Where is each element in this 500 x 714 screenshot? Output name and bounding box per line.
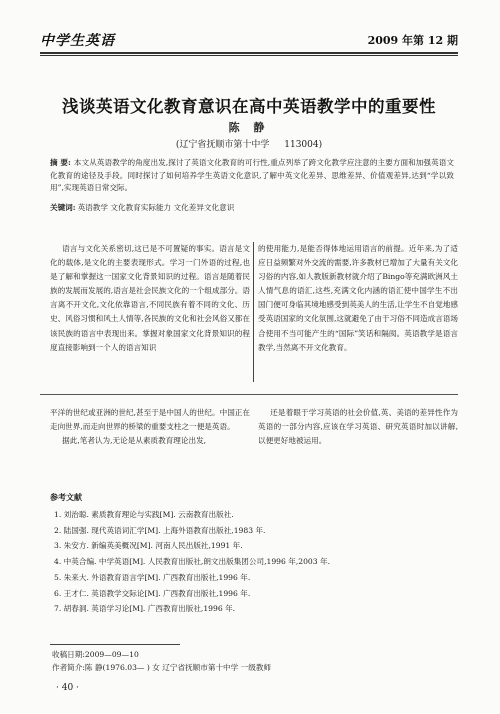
page-number: · 40 · — [56, 683, 79, 693]
keywords-label: 关键词: — [50, 203, 76, 212]
keywords-text: 英语教学 文化教育实际能力 文化差异文化意识 — [77, 203, 235, 212]
body-column-right-lower: 还是着眼于学习英语的社会价值,英、美语的差异性作为英语的一部分内容,应该在学习英语、研究英语时加以讲解,以便更好地被运用。 — [258, 408, 458, 446]
reference-item: 2. 陆国强. 现代英语词汇学[M]. 上海外语教育出版社,1983 年. — [54, 525, 266, 535]
author-affiliation — [40, 137, 458, 150]
reference-item: 7. 胡春洞. 英语学习论[M]. 广西教育出版社,1996 年. — [54, 604, 236, 614]
paragraph: 平洋的世纪或亚洲的世纪,甚至于是中国人的世纪。中国正在走向世界,而走向世界的桥梁的重要支柱之一便是英语。 — [50, 408, 250, 432]
reference-item: 4. 中英合编. 中学英语[M]. 人民教育出版社,朗文出版集团公司,1996 年,2003 年. — [54, 557, 330, 567]
article-title: 浅谈英语文化教育意识在高中英语教学中的重要性 — [62, 97, 436, 116]
body-column-right: 的使用能力,是能否得体地运用语言的前提。近年来,为了适应日益频繁对外交流的需要,许多教材已增加了大量有关文化习俗的内容,如人教版新教材就介绍了Bingo等充满欧洲风土人情气息的语汇,这些,充满文化内涵的语汇使中国学生不出国门便可身临其境地感受到英美人的生活,让学生不自觉地感受英语国家的文化氛围,这就避免了由于习俗不同造成言语场合使用不当可能产生的“国际”笑话和隔阂。英语教学是语言教学,当然离不开文化教育。 — [258, 244, 458, 352]
affiliation-school: (辽宁省抚顺市第十中学 — [175, 140, 270, 150]
reference-item: 3. 朱安方. 新编英美概况[M]. 河南人民出版社,1991 年. — [54, 541, 243, 551]
affiliation-postcode: 113004) — [284, 140, 323, 150]
running-header — [40, 30, 458, 52]
reference-item: 1. 刘治聪. 素质教育理论与实践[M]. 云南教育出版社. — [54, 510, 234, 519]
abstract-label: 摘 要: — [50, 158, 71, 167]
paragraph: 据此,笔者认为,无论是从素质教育理论出发, — [62, 436, 207, 446]
body-column-left: 语言与文化关系密切,这已是不可置疑的事实。语言是文化的载体,是文化的主要表现形式。学习一门外语的过程,也是了解和掌握这一国家文化背景知识的过程。语言是随着民族的发展而发展的,语言是社会民族文化的一个组成部分。语言离不开文化,文化依靠语言,不同民族有着不同的文化、历史、风俗习惯和风土人情等,各民族的文化和社会风俗又都在该民族的语言中表现出来。掌握对象国家文化背景知识的程度直接影响到一个人的语言知识 — [50, 244, 250, 352]
footnote-rule — [50, 644, 180, 645]
abstract — [50, 157, 454, 195]
keywords — [50, 202, 454, 213]
article-author: 陈 静 — [228, 121, 270, 134]
header-rule — [40, 52, 458, 54]
received-date: 收稿日期:2009—09—10 — [52, 650, 139, 659]
body-column-left-lower — [50, 406, 250, 448]
section-divider — [40, 394, 458, 395]
abstract-text: 本文从英语教学的角度出发,探讨了英语文化教育的可行性,重点列举了跨文化教学应注意的主要方面和加强英语文化教育的途径及手段。同时探讨了如何培养学生英语文化意识,了解中英文化差异、思维差异、价值观差异,达到“学以致用”,实现英语日常交际。 — [50, 158, 454, 192]
header-rule-thin — [40, 55, 458, 56]
reference-item: 5. 朱来大. 外语教育语言学[M]. 广西教育出版社,1996 年. — [54, 572, 251, 582]
references-heading: 参考文献 — [50, 492, 82, 502]
journal-logo: 中学生英语 — [40, 33, 115, 49]
reference-item: 6. 王才仁. 英语教学交际论[M]. 广西教育出版社,1996 年. — [54, 588, 251, 598]
references-list — [54, 507, 330, 617]
issue-label: 2009 年第 12 期 — [367, 34, 458, 47]
column-divider — [253, 242, 254, 382]
author-bio: 作者简介:陈 静(1976.03— ) 女 辽宁省抚顺市第十中学 一级教师 — [52, 663, 272, 672]
